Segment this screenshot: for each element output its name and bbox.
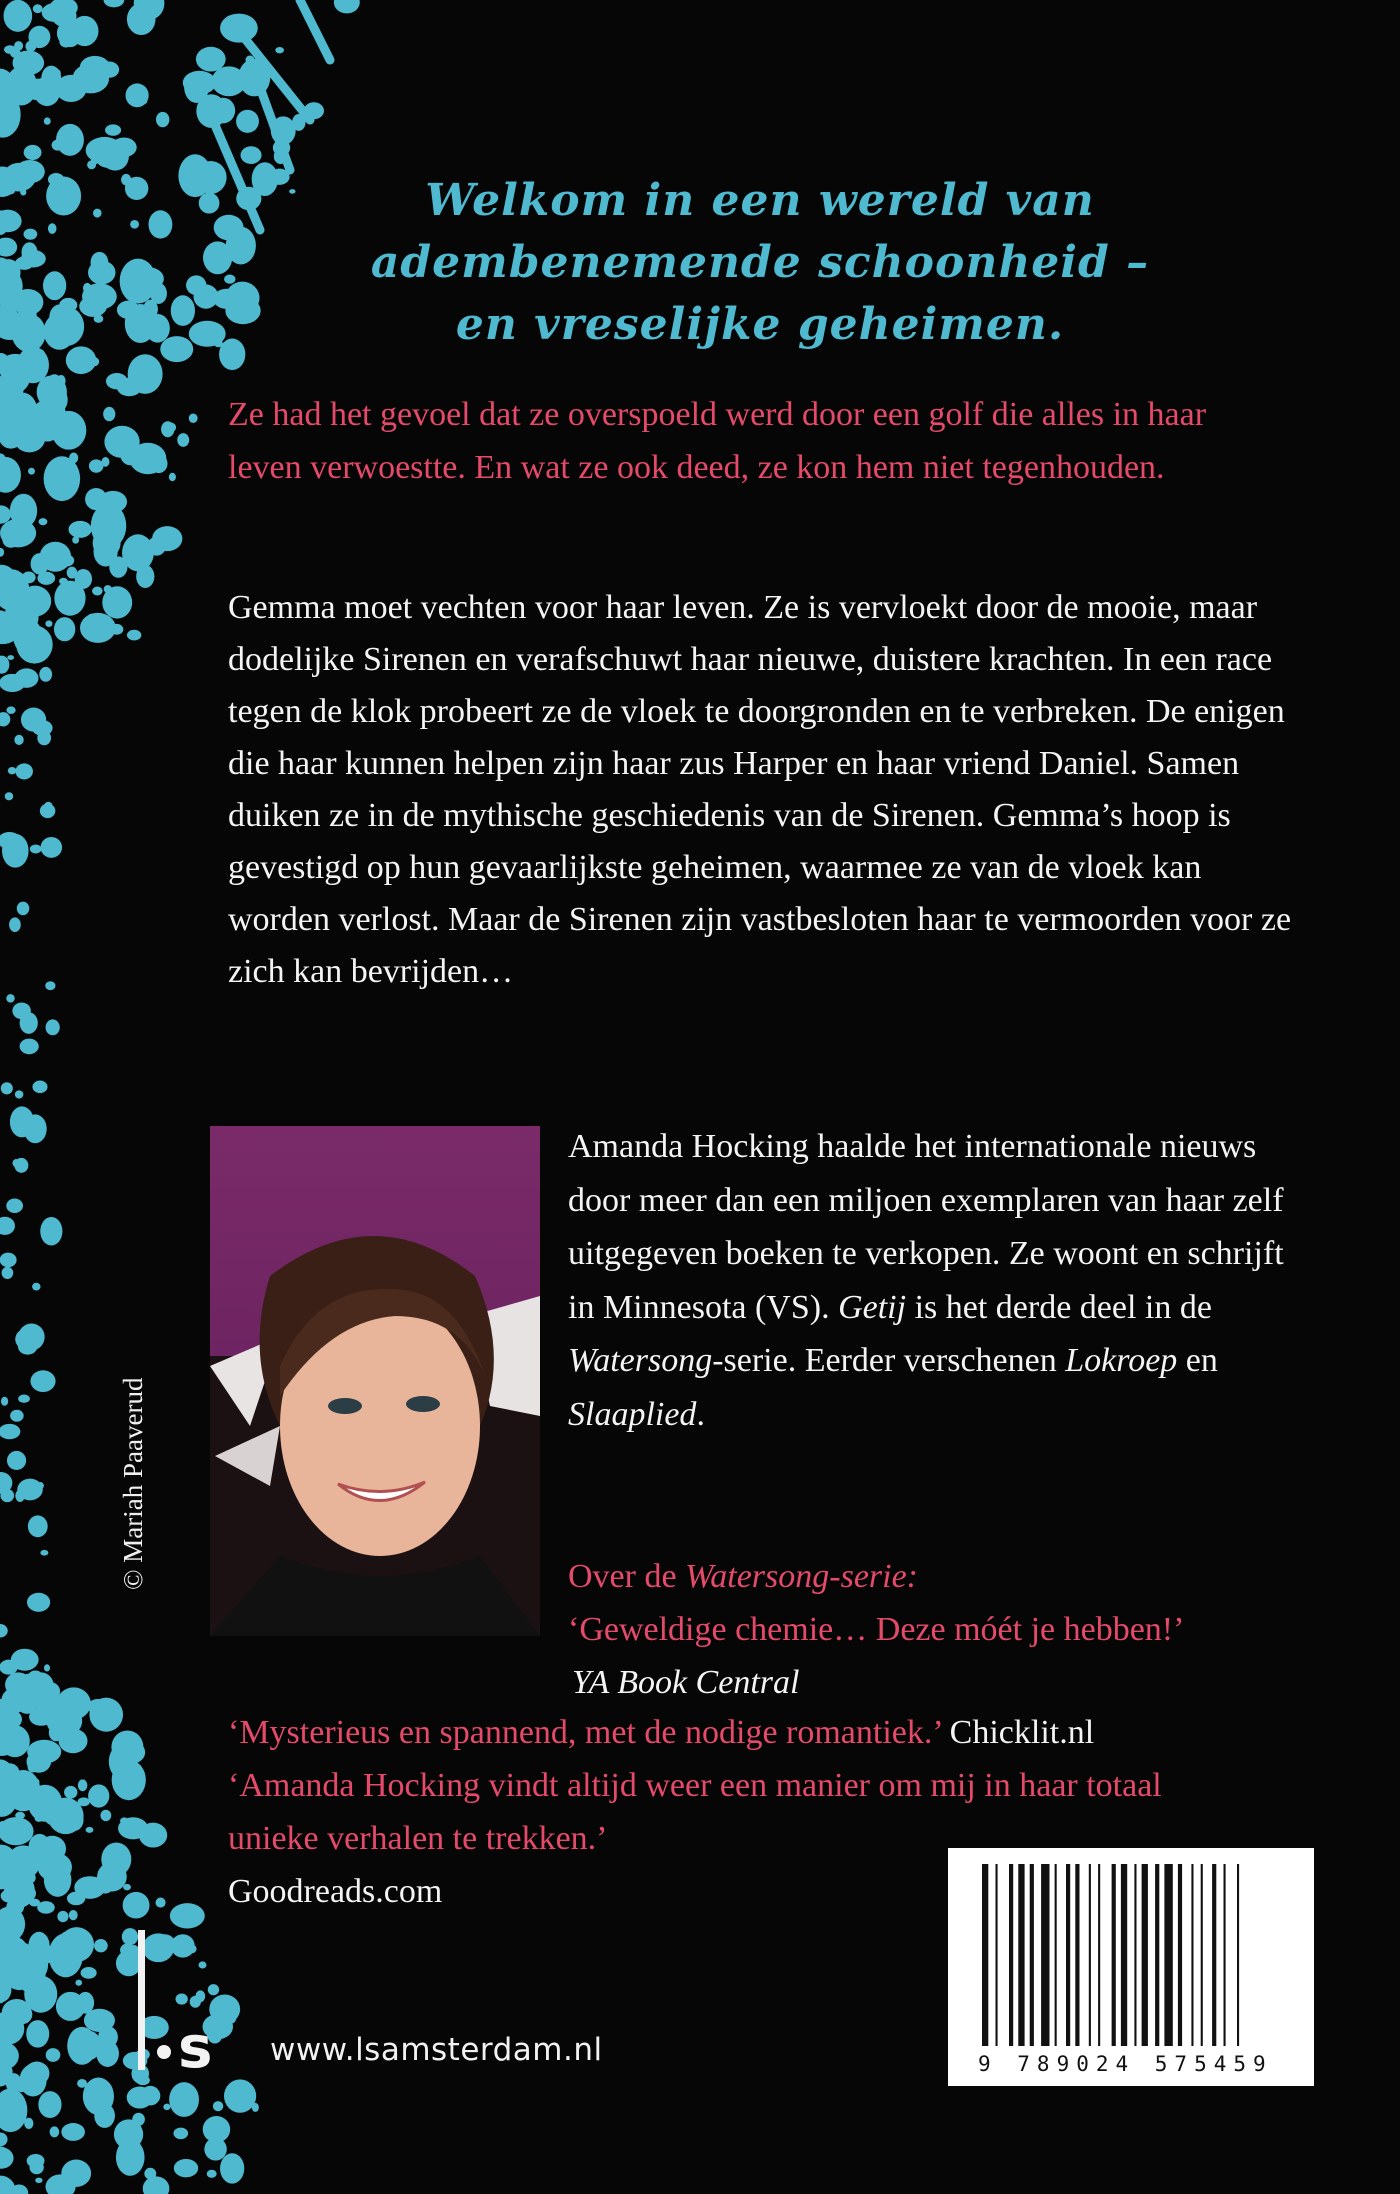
splatter-dot — [289, 189, 295, 194]
splatter-dot — [2, 357, 31, 393]
splatter-dot — [74, 1876, 105, 1899]
splatter-dot — [46, 2048, 61, 2062]
splatter-dot — [67, 567, 77, 579]
splatter-dot — [55, 75, 86, 102]
barcode-bar — [1191, 1864, 1193, 2046]
splatter-dot — [132, 2113, 145, 2126]
splatter-dot — [28, 1515, 48, 1537]
barcode-bar — [996, 1864, 998, 2046]
splatter-dot — [33, 4, 43, 13]
splatter-dot — [194, 285, 214, 300]
barcode-bar — [1018, 1864, 1024, 2046]
splatter-dot — [27, 2154, 45, 2168]
splatter-dot — [4, 0, 33, 32]
praise-source-3: Goodreads.com — [228, 1873, 443, 1910]
splatter-dot — [2, 1267, 14, 1279]
splatter-dot — [224, 275, 235, 284]
splatter-dot — [0, 1489, 14, 1502]
splatter-dot — [133, 267, 164, 290]
splatter-dot — [0, 2041, 19, 2070]
splatter-dot — [56, 124, 84, 156]
splatter-dot — [104, 0, 125, 7]
splatter-dot — [139, 1823, 167, 1848]
splatter-dot — [113, 1752, 128, 1770]
splatter-dot — [59, 1729, 88, 1754]
splatter-dot — [143, 2176, 170, 2194]
splatter-dot — [189, 321, 226, 347]
splatter-dot — [213, 289, 240, 309]
splatter-dot — [123, 1884, 131, 1890]
splatter-dot — [40, 1550, 48, 1556]
splatter-dot — [0, 1253, 14, 1265]
tagline-line-3: en vreselijke geheimen. — [455, 299, 1065, 350]
splatter-dot — [68, 521, 91, 538]
svg-text:s: s — [178, 2013, 213, 2070]
splatter-dot — [66, 346, 96, 374]
splatter-dot — [8, 767, 17, 774]
splatter-dot — [10, 1410, 24, 1422]
splatter-dot — [32, 1283, 40, 1291]
splatter-dot — [49, 304, 70, 331]
splatter-dot — [88, 1784, 109, 1807]
barcode-bar — [1009, 1864, 1013, 2046]
splatter-dot — [26, 2020, 49, 2048]
splatter-dot — [7, 655, 14, 660]
splatter-dot — [220, 2153, 244, 2183]
isbn-barcode — [948, 1848, 1314, 2086]
bio-text-1: Amanda Hocking haalde het internationale nieuws door meer dan een miljoen exemplaren van haar zelf uitgegeven boeken te verkopen. Ze woont en schrijft in Minnesota (VS). — [568, 1128, 1284, 1326]
splatter-dot — [3, 163, 36, 192]
splatter-dot — [93, 209, 102, 218]
splatter-dot — [24, 2073, 31, 2079]
barcode-bar — [1075, 1864, 1079, 2046]
splatter-dot — [45, 620, 52, 627]
splatter-dot — [4, 1959, 35, 1990]
splatter-dot — [4, 45, 16, 54]
bio-text-2: is het derde deel in de — [906, 1288, 1212, 1326]
splatter-dot — [122, 534, 154, 571]
splatter-dot — [79, 296, 107, 317]
splatter-dot — [199, 193, 220, 214]
splatter-dot — [94, 1939, 108, 1952]
title-getij: Getij — [838, 1288, 907, 1326]
barcode-bar — [1041, 1864, 1049, 2046]
splatter-dot — [49, 1856, 57, 1866]
splatter-dot — [32, 1081, 47, 1094]
splatter-dot — [100, 1810, 111, 1821]
splatter-dot — [156, 112, 169, 127]
splatter-dot — [6, 994, 15, 1002]
barcode-bar — [1089, 1864, 1091, 2046]
splatter-dot — [15, 1490, 25, 1502]
splatter-dot — [29, 1899, 40, 1907]
splatter-dot — [83, 2078, 114, 2116]
barcode-bar — [1142, 1864, 1148, 2046]
splatter-dot — [127, 630, 141, 641]
splatter-dot — [104, 585, 112, 593]
splatter-dot — [174, 2159, 198, 2177]
splatter-dot — [148, 210, 172, 238]
splatter-dot — [35, 2178, 42, 2183]
splatter-dot — [174, 341, 188, 356]
splatter-dot — [195, 161, 227, 194]
splatter-dot — [0, 1424, 20, 1439]
splatter-dot — [6, 1770, 41, 1811]
splatter-dot — [86, 1827, 94, 1833]
splatter-dot — [163, 422, 176, 432]
splatter-dot — [46, 1019, 60, 1035]
splatter-dot — [10, 602, 38, 631]
splatter-dot — [214, 215, 244, 241]
title-slaaplied: Slaaplied — [568, 1395, 697, 1433]
tagline-line-2: adembenemende schoonheid – — [370, 237, 1150, 288]
bio-text-5: . — [696, 1395, 705, 1433]
splatter-dot — [102, 457, 110, 467]
splatter-dot — [138, 98, 147, 105]
splatter-dot — [92, 587, 103, 596]
splatter-dot — [105, 124, 121, 135]
splatter-dot — [44, 1664, 50, 1671]
splatter-dot — [173, 2128, 188, 2140]
splatter-dot — [23, 229, 37, 240]
barcode-bar — [1055, 1864, 1057, 2046]
barcode-bar — [1201, 1864, 1203, 2046]
barcode-bar — [1212, 1864, 1216, 2046]
bio-text-3: -serie. Eerder verschenen — [712, 1342, 1066, 1379]
splatter-dot — [50, 2126, 60, 2137]
splatter-dot — [0, 457, 21, 493]
splatter-dot — [87, 1699, 108, 1714]
splatter-dot — [89, 459, 104, 472]
splatter-dot — [0, 2133, 8, 2147]
splatter-dot — [81, 1967, 97, 1979]
splatter-dot — [30, 844, 42, 853]
splatter-dot — [1, 1082, 13, 1094]
splatter-dot — [0, 712, 10, 726]
splatter-dot — [0, 674, 25, 692]
splatter-dot — [0, 1624, 8, 1637]
splatter-dot — [203, 241, 232, 274]
splatter-dot — [11, 1649, 39, 1671]
splatter-dot — [103, 407, 115, 421]
barcode-bar — [1121, 1864, 1127, 2046]
splatter-dot — [46, 176, 81, 215]
splatter-dot — [75, 1980, 82, 1986]
splatter-dot — [28, 468, 35, 475]
praise-quote-1: ‘Geweldige chemie… Deze móét je hebben!’ — [568, 1611, 1185, 1648]
splatter-dot — [0, 519, 36, 548]
splatter-dot — [36, 2034, 46, 2043]
splatter-dot — [1, 1397, 8, 1406]
splatter-dot — [85, 488, 107, 510]
barcode-bar — [1134, 1864, 1136, 2046]
praise-quote-3: ‘Amanda Hocking vindt altijd weer een manier om mij in haar totaal unieke verhalen te trekken.’ — [228, 1767, 1162, 1857]
splatter-dot — [37, 572, 55, 585]
splatter-dot — [0, 1817, 34, 1845]
barcode-bar — [1066, 1864, 1070, 2046]
barcode-bar — [1112, 1864, 1116, 2046]
splatter-dot — [49, 1933, 83, 1977]
splatter-dot — [44, 117, 51, 124]
barcode-bar — [1030, 1864, 1034, 2046]
isbn-number: 9 789024 575459 — [978, 2052, 1273, 2076]
splatter-dot — [74, 1701, 86, 1710]
splatter-dot — [58, 7, 69, 18]
splatter-dot — [78, 1779, 88, 1791]
splatter-dot — [169, 2082, 199, 2117]
splatter-dot — [24, 2118, 33, 2129]
splatter-dot — [163, 2104, 170, 2110]
praise-series — [568, 1550, 1328, 1709]
barcode-bar — [1224, 1864, 1226, 2046]
splatter-dot — [189, 413, 198, 423]
author-bio — [568, 1120, 1308, 1441]
splatter-dot — [0, 548, 4, 557]
tagline — [330, 170, 1190, 356]
splatter-dot — [57, 375, 66, 386]
splatter-dot — [98, 2026, 118, 2048]
author-photo — [210, 1126, 540, 1636]
splatter-dot — [125, 177, 148, 200]
praise-source-2: Chicklit.nl — [949, 1714, 1095, 1751]
splatter-dot — [275, 47, 284, 53]
splatter-dot — [6, 1198, 23, 1213]
splatter-dot — [156, 1898, 166, 1908]
splatter-dot — [224, 2079, 256, 2112]
splatter-dot — [80, 56, 110, 78]
splatter-dot — [58, 1807, 68, 1818]
splatter-dot — [5, 792, 14, 800]
splatter-dot — [171, 295, 195, 326]
splatter-dot — [0, 2089, 27, 2133]
splatter-dot — [16, 1692, 38, 1714]
splatter-dot — [117, 301, 140, 319]
splatter-dot — [12, 1002, 31, 1019]
splatter-dot — [39, 667, 52, 682]
splatter-dot — [91, 252, 109, 273]
splatter-dot — [14, 1158, 28, 1173]
photo-credit: © Mariah Paaverud — [118, 1377, 148, 1590]
splatter-dot — [19, 2064, 46, 2096]
barcode-bar — [1178, 1864, 1182, 2046]
splatter-dot — [0, 1217, 15, 1235]
splatter-dot — [87, 614, 96, 622]
barcode-bar — [982, 1864, 988, 2046]
splatter-dot — [18, 1395, 30, 1403]
splatter-dot — [213, 2101, 223, 2111]
splatter-dot — [14, 1943, 32, 1961]
splatter-dot — [110, 624, 123, 635]
tagline-line-1: Welkom in een wereld van — [425, 175, 1095, 226]
splatter-dot — [48, 223, 57, 234]
splatter-dot — [25, 41, 36, 52]
splatter-dot — [30, 1370, 55, 1392]
splatter-dot — [38, 2091, 61, 2118]
splatter-dot — [96, 284, 103, 292]
splatter-dot — [24, 145, 42, 160]
splatter-dot — [44, 456, 81, 501]
splatter-dot — [6, 706, 15, 713]
splatter-dot — [86, 137, 124, 164]
splatter-dot — [28, 1761, 38, 1772]
publisher-url[interactable]: www.lsamsterdam.nl — [270, 2032, 603, 2068]
hook-paragraph: Ze had het gevoel dat ze overspoeld werd door een golf die alles in haar leven verwoestte. En wat ze ook deed, ze kon hem niet tegenhouden. — [228, 396, 1207, 486]
barcode-bar — [1155, 1864, 1159, 2046]
splatter-dot — [14, 735, 23, 745]
splatter-dot — [236, 110, 259, 133]
barcode-bar — [1098, 1864, 1100, 2046]
splatter-dot — [18, 292, 31, 305]
splatter-dot — [9, 917, 21, 932]
splatter-dot — [170, 1903, 205, 1928]
splatter-dot — [27, 1671, 43, 1686]
splatter-dot — [41, 837, 63, 858]
splatter-dot — [52, 140, 64, 151]
splatter-dot — [177, 433, 189, 447]
barcode-bar — [1237, 1864, 1239, 2046]
praise-source-1: YA Book Central — [572, 1664, 800, 1701]
splatter-dot — [61, 2123, 85, 2141]
splatter-dot — [101, 1843, 131, 1876]
splatter-dot — [123, 1892, 150, 1919]
splatter-dot — [207, 2170, 217, 2178]
splatter-dot — [169, 473, 176, 481]
splatter-dot — [43, 271, 66, 300]
splatter-dot — [15, 763, 32, 779]
splatter-dot — [219, 339, 245, 371]
splatter-dot — [1, 569, 10, 577]
splatter-dot — [334, 0, 360, 13]
splatter-dot — [18, 1338, 38, 1355]
splatter-dot — [40, 542, 72, 572]
synopsis-paragraph: Gemma moet vechten voor haar leven. Ze is vervloekt door de mooie, maar dodelijke Sirenen en verafschuwt haar nieuwe, duistere krachten. In een race tegen de klok probeert ze de vloek te doorgronden en te verbreken. De enigen die haar kunnen helpen zijn haar zus Harper en haar vriend Daniel. Samen duiken ze in de mythische geschiedenis van de Sirenen. Gemma’s hoop is gevestigd op hun gevaarlijkste geheimen, waarmee ze van de vloek kan worden verlost. Maar de Sirenen zijn vastbesloten haar te vermoorden voor ze zich kan bevrijden… — [228, 589, 1292, 990]
splatter-dot — [0, 238, 17, 257]
splatter-dot — [241, 146, 262, 164]
splatter-dot — [44, 802, 53, 811]
splatter-dot — [189, 157, 198, 164]
praise-intro: Over de Watersong-serie: — [568, 1558, 918, 1595]
barcode-bar — [1164, 1864, 1172, 2046]
splatter-dot — [17, 902, 30, 916]
splatter-dot — [75, 569, 92, 589]
splatter-dot — [196, 47, 226, 72]
splatter-dot — [0, 2147, 14, 2168]
splatter-dot — [32, 720, 53, 736]
splatter-dot — [54, 617, 75, 641]
splatter-dot — [37, 1482, 44, 1489]
title-watersong: Watersong — [568, 1342, 713, 1379]
ls-amsterdam-logo-icon — [128, 1930, 238, 2070]
splatter-dot — [120, 1817, 129, 1824]
splatter-dot — [57, 1911, 68, 1922]
splatter-dot — [7, 1451, 26, 1470]
splatter-dot — [15, 1090, 24, 1098]
splatter-dot — [45, 981, 55, 990]
splatter-dot — [69, 1910, 78, 1920]
title-lokroep: Lokroep — [1065, 1342, 1178, 1379]
splatter-dot — [39, 518, 48, 525]
splatter-dot — [6, 2073, 22, 2093]
splatter-dot — [10, 1106, 34, 1137]
splatter-dot — [122, 1770, 130, 1778]
splatter-dot — [6, 66, 37, 105]
splatter-dot — [203, 2116, 230, 2143]
splatter-dot — [36, 634, 43, 642]
splatter-dot — [117, 378, 142, 396]
splatter-dot — [77, 1992, 94, 2014]
splatter-dot — [143, 300, 158, 319]
splatter-dot — [140, 2086, 160, 2106]
splatter-dot — [67, 2027, 97, 2065]
splatter-dot — [120, 444, 141, 465]
splatter-dot — [64, 1786, 77, 1799]
splatter-dot — [21, 250, 46, 267]
splatter-dot — [72, 536, 79, 543]
splatter-dot — [7, 1845, 41, 1879]
bio-text-4: en — [1177, 1342, 1218, 1379]
splatter-dot — [6, 1899, 24, 1915]
splatter-dot — [130, 220, 139, 229]
splatter-dot — [36, 1694, 60, 1714]
praise-quote-2: ‘Mysterieus en spannend, met de nodige romantiek.’ — [228, 1714, 942, 1751]
splatter-dot — [40, 1217, 62, 1246]
splatter-dot — [20, 1039, 39, 1055]
splatter-drip — [300, 0, 330, 60]
splatter-dot — [27, 1593, 50, 1612]
